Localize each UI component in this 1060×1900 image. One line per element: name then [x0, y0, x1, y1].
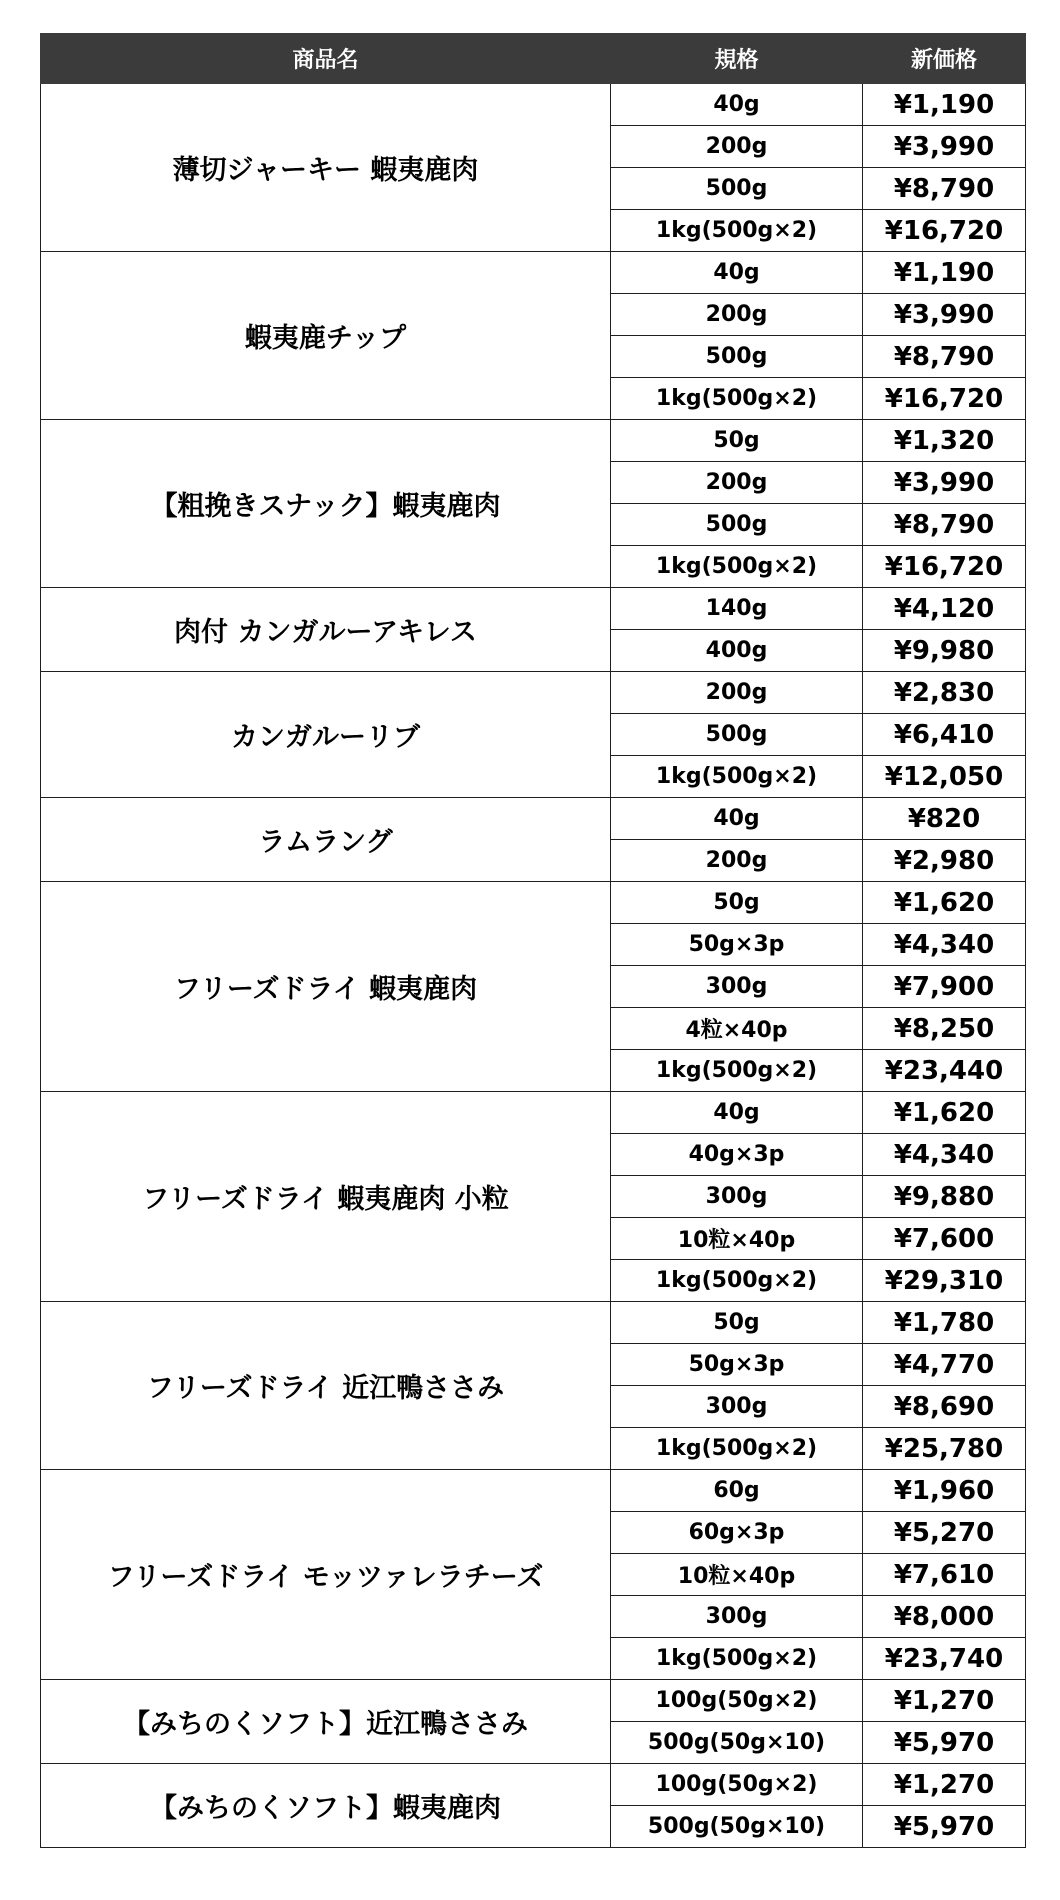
- table-row: [41, 798, 1026, 840]
- spec-cell: 40g: [611, 798, 863, 840]
- price-cell: ¥7,600: [863, 1218, 1026, 1260]
- spec-cell: 200g: [611, 126, 863, 168]
- spec-cell: 500g(50g×10): [611, 1722, 863, 1764]
- spec-cell: 10粒×40p: [611, 1218, 863, 1260]
- spec-cell: 1kg(500g×2): [611, 1638, 863, 1680]
- product-name-cell: 【粗挽きスナック】蝦夷鹿肉: [41, 420, 611, 588]
- price-cell: ¥1,190: [863, 84, 1026, 126]
- price-cell: ¥29,310: [863, 1260, 1026, 1302]
- product-name-cell: カンガルーリブ: [41, 672, 611, 798]
- price-cell: ¥7,900: [863, 966, 1026, 1008]
- product-name-cell: フリーズドライ 蝦夷鹿肉 小粒: [41, 1092, 611, 1302]
- product-name-cell: フリーズドライ 蝦夷鹿肉: [41, 882, 611, 1092]
- price-cell: ¥5,970: [863, 1722, 1026, 1764]
- table-body: [41, 84, 1026, 1848]
- spec-cell: 300g: [611, 1596, 863, 1638]
- price-cell: ¥16,720: [863, 210, 1026, 252]
- product-name-cell: 肉付 カンガルーアキレス: [41, 588, 611, 672]
- price-cell: ¥8,790: [863, 504, 1026, 546]
- table-row: [41, 1092, 1026, 1134]
- table-header: [41, 34, 1026, 84]
- spec-cell: 100g(50g×2): [611, 1764, 863, 1806]
- table-row: [41, 672, 1026, 714]
- price-cell: ¥3,990: [863, 294, 1026, 336]
- price-cell: ¥8,790: [863, 168, 1026, 210]
- price-cell: ¥25,780: [863, 1428, 1026, 1470]
- table-row: [41, 882, 1026, 924]
- price-cell: ¥1,320: [863, 420, 1026, 462]
- spec-cell: 40g: [611, 252, 863, 294]
- table-row: [41, 1680, 1026, 1722]
- spec-cell: 500g: [611, 714, 863, 756]
- header-product-name: 商品名: [41, 34, 611, 84]
- spec-cell: 50g: [611, 420, 863, 462]
- price-cell: ¥4,340: [863, 924, 1026, 966]
- spec-cell: 500g: [611, 504, 863, 546]
- price-cell: ¥9,980: [863, 630, 1026, 672]
- spec-cell: 40g: [611, 1092, 863, 1134]
- table-row: [41, 420, 1026, 462]
- price-cell: ¥1,190: [863, 252, 1026, 294]
- spec-cell: 1kg(500g×2): [611, 1050, 863, 1092]
- spec-cell: 40g×3p: [611, 1134, 863, 1176]
- table-row: [41, 252, 1026, 294]
- price-cell: ¥6,410: [863, 714, 1026, 756]
- table-row: [41, 1302, 1026, 1344]
- spec-cell: 300g: [611, 1176, 863, 1218]
- product-name-cell: 蝦夷鹿チップ: [41, 252, 611, 420]
- price-cell: ¥3,990: [863, 462, 1026, 504]
- price-cell: ¥8,790: [863, 336, 1026, 378]
- price-table: [40, 33, 1026, 1848]
- spec-cell: 4粒×40p: [611, 1008, 863, 1050]
- spec-cell: 1kg(500g×2): [611, 1428, 863, 1470]
- spec-cell: 200g: [611, 840, 863, 882]
- spec-cell: 400g: [611, 630, 863, 672]
- spec-cell: 200g: [611, 462, 863, 504]
- spec-cell: 50g: [611, 882, 863, 924]
- product-name-cell: 【みちのくソフト】近江鴨ささみ: [41, 1680, 611, 1764]
- price-cell: ¥23,740: [863, 1638, 1026, 1680]
- price-cell: ¥1,960: [863, 1470, 1026, 1512]
- price-cell: ¥8,250: [863, 1008, 1026, 1050]
- price-cell: ¥9,880: [863, 1176, 1026, 1218]
- spec-cell: 500g: [611, 336, 863, 378]
- price-cell: ¥16,720: [863, 378, 1026, 420]
- price-cell: ¥820: [863, 798, 1026, 840]
- price-cell: ¥23,440: [863, 1050, 1026, 1092]
- table-row: [41, 84, 1026, 126]
- spec-cell: 140g: [611, 588, 863, 630]
- table-row: [41, 1764, 1026, 1806]
- spec-cell: 100g(50g×2): [611, 1680, 863, 1722]
- table-row: [41, 588, 1026, 630]
- price-cell: ¥2,830: [863, 672, 1026, 714]
- price-cell: ¥5,970: [863, 1806, 1026, 1848]
- price-cell: ¥2,980: [863, 840, 1026, 882]
- price-cell: ¥1,270: [863, 1764, 1026, 1806]
- product-name-cell: フリーズドライ モッツァレラチーズ: [41, 1470, 611, 1680]
- price-cell: ¥5,270: [863, 1512, 1026, 1554]
- spec-cell: 60g×3p: [611, 1512, 863, 1554]
- spec-cell: 300g: [611, 966, 863, 1008]
- product-name-cell: 【みちのくソフト】蝦夷鹿肉: [41, 1764, 611, 1848]
- price-cell: ¥8,690: [863, 1386, 1026, 1428]
- spec-cell: 10粒×40p: [611, 1554, 863, 1596]
- price-cell: ¥7,610: [863, 1554, 1026, 1596]
- spec-cell: 1kg(500g×2): [611, 210, 863, 252]
- table-row: [41, 1470, 1026, 1512]
- price-cell: ¥4,770: [863, 1344, 1026, 1386]
- spec-cell: 1kg(500g×2): [611, 378, 863, 420]
- header-row: [41, 34, 1026, 84]
- spec-cell: 50g: [611, 1302, 863, 1344]
- price-cell: ¥12,050: [863, 756, 1026, 798]
- product-name-cell: フリーズドライ 近江鴨ささみ: [41, 1302, 611, 1470]
- spec-cell: 500g(50g×10): [611, 1806, 863, 1848]
- spec-cell: 200g: [611, 294, 863, 336]
- price-cell: ¥3,990: [863, 126, 1026, 168]
- product-name-cell: ラムラング: [41, 798, 611, 882]
- product-name-cell: 薄切ジャーキー 蝦夷鹿肉: [41, 84, 611, 252]
- spec-cell: 500g: [611, 168, 863, 210]
- spec-cell: 50g×3p: [611, 1344, 863, 1386]
- price-cell: ¥8,000: [863, 1596, 1026, 1638]
- spec-cell: 200g: [611, 672, 863, 714]
- spec-cell: 1kg(500g×2): [611, 756, 863, 798]
- price-cell: ¥1,620: [863, 882, 1026, 924]
- spec-cell: 300g: [611, 1386, 863, 1428]
- price-cell: ¥4,120: [863, 588, 1026, 630]
- header-spec: 規格: [611, 34, 863, 84]
- price-cell: ¥1,780: [863, 1302, 1026, 1344]
- price-cell: ¥16,720: [863, 546, 1026, 588]
- spec-cell: 40g: [611, 84, 863, 126]
- price-cell: ¥1,270: [863, 1680, 1026, 1722]
- price-cell: ¥4,340: [863, 1134, 1026, 1176]
- spec-cell: 1kg(500g×2): [611, 1260, 863, 1302]
- spec-cell: 1kg(500g×2): [611, 546, 863, 588]
- spec-cell: 60g: [611, 1470, 863, 1512]
- header-new-price: 新価格: [863, 34, 1026, 84]
- price-cell: ¥1,620: [863, 1092, 1026, 1134]
- spec-cell: 50g×3p: [611, 924, 863, 966]
